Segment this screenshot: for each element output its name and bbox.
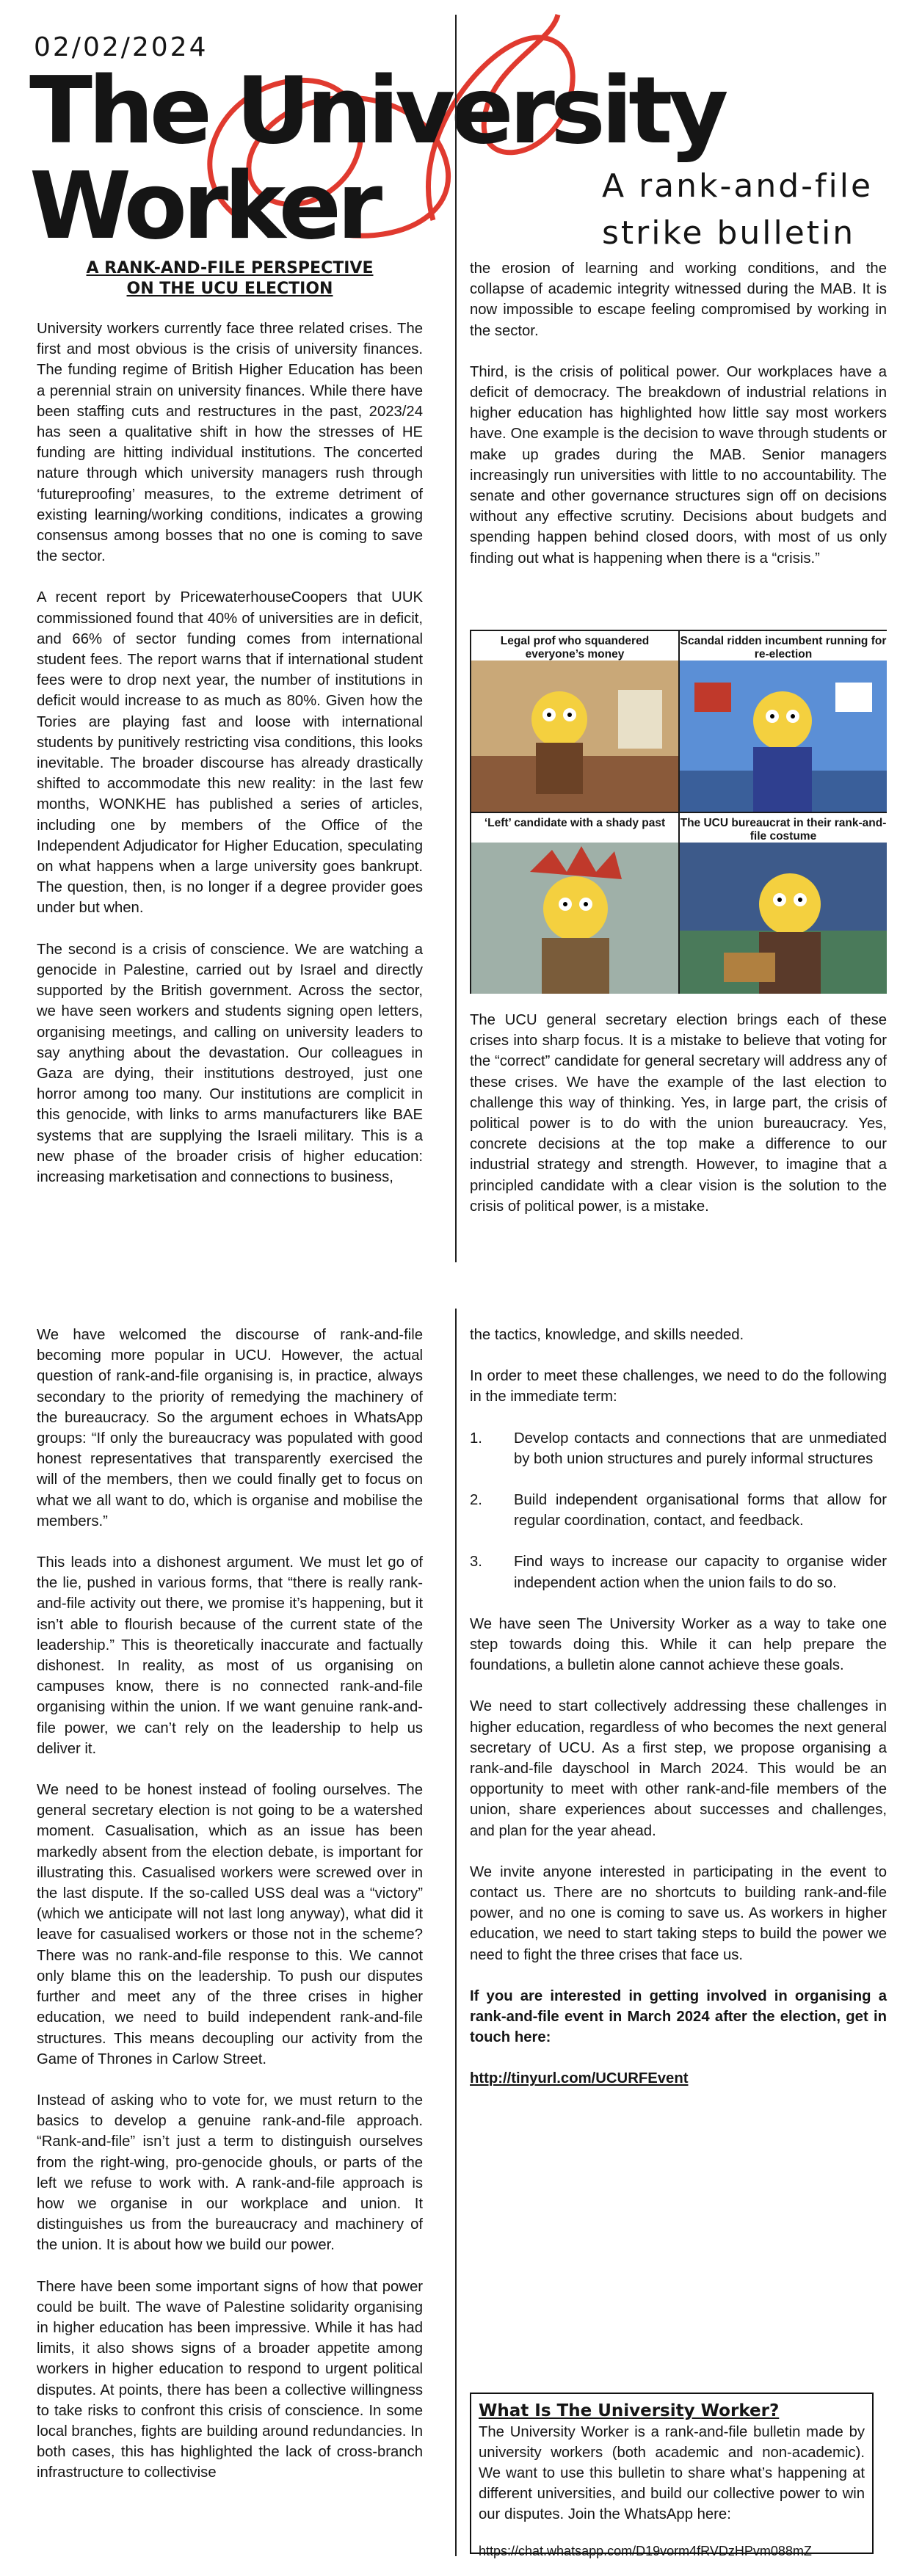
paragraph-invite: We invite anyone interested in participating in the event to contact us. There are no shortcuts to building rank-and-file power, and no one is coming to save us. As workers in higher education, we need to start taking steps to build the power we need to fight the three crises that face us. <box>470 1863 887 1963</box>
paragraph-erosion: the erosion of learning and working conditions, and the collapse of academic integrity witnessed during the MAB. It is now impossible to escape feeling compromised by working in the sector. <box>470 261 887 339</box>
about-box-heading: What Is The University Worker? <box>479 2401 780 2420</box>
right-column-top <box>470 258 887 569</box>
paragraph-dishonest-argument: This leads into a dishonest argument. We must let go of the lie, pushed in various forms, that “there is really rank-and-file activity out there, we promise it’s happening, but it isn’t able to flourish because of the current state of the leadership.” This is theoretically inaccurate and factually dishonest. In reality, as most of us organising on campuses know, there is no connected rank-and-file organising within the union. If we want genuine rank-and-file power, we can’t rely on the leadership to help us deliver it. <box>37 1554 423 1757</box>
paragraph-pwc-report: A recent report by PricewaterhouseCoopers that UUK commissioned found that 40% of universities are in deficit, and 66% of sector funding comes from international student fees. The report warns that if international student fees were to drop next year, the number of institutions in deficit would increase to as much as 80%. Given how the Tories are playing fast and loose with international students by punitively restricting visa conditions, this looks inevitable. The broader discourse has already drastically shifted to accommodate this new reality: in the last few months, WONKHE has published a series of articles, including one by members of the Office of the Independent Adjudicator for Higher Education, speculating on what happens when a large university goes bankrupt. The question, then, is no longer if a degree provider goes under but when. <box>37 589 423 917</box>
paragraph-immediate-term: In order to meet these challenges, we need to do the following in the immediate term: <box>470 1368 887 1405</box>
masthead-title-line-2: Worker <box>29 152 379 260</box>
meme-caption-3: ‘Left’ candidate with a shady past <box>484 817 666 829</box>
right-column-bottom <box>470 1010 887 1217</box>
event-signup-link[interactable]: http://tinyurl.com/UCURFEvent <box>470 2070 689 2087</box>
list-item <box>470 1490 887 1531</box>
paragraph-conscience: The second is a crisis of conscience. We are watching a genocide in Palestine, carried out by Israel and directly supported by the British government. Across the sector, we have seen workers and students signing open letters, organising meetings, and calling on university leaders to say anything about the devastation. Our colleagues in Gaza are dying, their institutions destroyed, just one horror among too many. Our institutions are complicit in this genocide, with links to arms manufacturers like BAE systems that are supplying the Israeli military. This is a new phase of the broader crisis of higher education: increasing marketisation and connections to business, <box>37 941 423 1185</box>
headline-line-2: ON THE UCU ELECTION <box>126 280 333 298</box>
whatsapp-link[interactable]: https://chat.whatsapp.com/D19vorm4fRVDzHPvm088mZ <box>479 2544 812 2558</box>
column-divider-page-two <box>455 1309 457 2556</box>
meme-panel-4 <box>680 813 887 994</box>
right-column-page-two <box>470 1325 887 2089</box>
simpsons-meme-grid <box>470 630 887 994</box>
meme-image-3 <box>471 843 678 994</box>
paragraph-dayschool: We need to start collectively addressing these challenges in higher education, regardless of who becomes the next general secretary of UCU. As a first step, we propose organising a rank-and-file dayschool in March 2024. This would be an opportunity to meet with other rank-and-file members of the union, share experiences about successes and challenges, and plan for the year ahead. <box>470 1698 887 1839</box>
list-number: 3. <box>470 1554 482 1571</box>
subtitle-line-2: strike bulletin <box>602 214 856 252</box>
issue-date: 02/02/2024 <box>34 32 208 62</box>
paragraph-ucu-election: The UCU general secretary election brings each of these crises into sharp focus. It is a mistake to believe that voting for the “correct” candidate for general secretary will address any of these crises. We have the example of the last election to challenge this way of thinking. Yes, in large part, the crisis of political power is to do with the union bureaucracy. Yes, concrete decisions at the top make a difference to our industrial strategy and strength. However, to imagine that a principled candidate with a clear vision is the solution to the crisis of political power, is a mistake. <box>470 1012 887 1215</box>
paragraph-tactics: the tactics, knowledge, and skills needed. <box>470 1327 744 1343</box>
meme-panel-1 <box>471 631 678 812</box>
paragraph-basics: Instead of asking who to vote for, we must return to the basics to develop a genuine rank-and-file approach. “Rank-and-file” isn’t just a term to distinguish ourselves from the right-wing, pro-genocide ghouls, or parts of the left we refuse to work with. A rank-and-file approach is how we organise in our workplace and union. It distinguishes us from the bureaucracy and machinery of the union. It is about how we build our power. <box>37 2092 423 2254</box>
about-box-text: The University Worker is a rank-and-file bulletin made by university workers (both academic and non-academic). We want to use this bulletin to share what’s happening at different universities, and build our collective power to win our disputes. Join the WhatsApp here: <box>479 2424 865 2522</box>
meme-caption-2: Scandal ridden incumbent running for re-election <box>680 635 887 661</box>
about-bulletin-box <box>470 2393 874 2558</box>
meme-image-1 <box>471 661 678 812</box>
meme-image-4 <box>680 843 887 994</box>
masthead-title-line-1: The University <box>29 57 725 164</box>
page-two <box>0 1288 911 2576</box>
headline-line-1: A RANK-AND-FILE PERSPECTIVE <box>86 259 374 277</box>
list-number: 1. <box>470 1430 482 1447</box>
meme-caption-1: Legal prof who squandered everyone’s money <box>500 635 650 661</box>
masthead-subtitle <box>602 163 896 257</box>
list-text: Develop contacts and connections that are unmediated by both union structures and purely informal structures <box>514 1430 887 1467</box>
meme-panel-3 <box>471 813 678 994</box>
left-column <box>37 258 423 1187</box>
left-column-page-two <box>37 1325 423 2484</box>
meme-caption-4: The UCU bureaucrat in their rank-and-file costume <box>680 817 887 843</box>
meme-panel-2 <box>680 631 887 812</box>
column-divider <box>455 15 457 1262</box>
paragraph-political-power: Third, is the crisis of political power. Our workplaces have a deficit of democracy. The breakdown of industrial relations in higher education has highlighted how little say most workers have. One example is the decision to wave through students or make up grades during the MAB. Senior managers increasingly run universities with little to no accountability. The senate and other governance structures sign off on decisions without any effective scrutiny. Decisions about budgets and spending happen behind closed doors, with most of us only finding out what is happening when there is a “crisis.” <box>470 363 887 567</box>
article-headline <box>37 258 423 299</box>
list-number: 2. <box>470 1492 482 1509</box>
action-list <box>470 1428 887 1593</box>
list-item <box>470 1428 887 1469</box>
list-item <box>470 1551 887 1593</box>
event-call-to-action: If you are interested in getting involved in organising a rank-and-file event in March 2024 after the election, get in touch here: <box>470 1987 887 2046</box>
paragraph-rank-and-file-discourse: We have welcomed the discourse of rank-and-file becoming more popular in UCU. However, the actual question of rank-and-file organising is, in practice, always secondary to the priority of remedying the machinery of the bureaucracy. So the argument echoes in WhatsApp groups: “If only the bureaucracy was populated with good honest representatives that transparently exercised the will of the members, then we could finally get to focus on what we all want to do, which is organise and mobilise the members.” <box>37 1327 423 1529</box>
meme-image-2 <box>680 661 887 812</box>
paragraph-finances: University workers currently face three related crises. The first and most obvious is the crisis of university finances. The funding regime of British Higher Education has been a perennial strain on university finances. While there have been staffing cuts and restructures in the past, 2023/24 has seen a qualitative shift in how the stresses of HE funding are hitting individual institutions. The concerted nature through which university managers rush through ‘futureproofing’ measures, to the extreme detriment of existing learning/working conditions, indicates a growing consensus among bosses that no one is coming to save the sector. <box>37 321 423 565</box>
list-text: Build independent organisational forms that allow for regular coordination, contact, and feedback. <box>514 1492 887 1529</box>
paragraph-be-honest: We need to be honest instead of fooling ourselves. The general secretary election is not going to be a watershed moment. Casualisation, which as an issue has been markedly absent from the election debate, is important for illustrating this. Casualised workers were screwed over in the last dispute. If the so-called USS deal was a “victory” (which we anticipate will not last long anyway), what did it leave for casualised workers or those not in the scheme? There was no rank-and-file response to this. We cannot only blame this on the leadership. To push our disputes further and meet any of the three crises in higher education, we need to build independent rank-and-file structures. This means decoupling our activity from the Game of Thrones in Carlow Street. <box>37 1782 423 2067</box>
subtitle-line-1: A rank-and-file <box>602 167 874 205</box>
paragraph-signs-of-power: There have been some important signs of how that power could be built. The wave of Palestine solidarity organising in higher education has been impressive. While it has had limits, it also shows signs of a broader appetite among workers in higher education to respond to urgent political disputes. At points, there has been a collective willingness to take risks to confront this crisis of conscience. In some local branches, fights are building around redundancies. In both cases, this has highlighted the lack of cross-branch infrastructure to collectivise <box>37 2278 423 2481</box>
list-text: Find ways to increase our capacity to organise wider independent action when the union fails to do so. <box>514 1554 887 1591</box>
paragraph-bulletin-step: We have seen The University Worker as a way to take one step towards doing this. While it can help prepare the foundations, a bulletin alone cannot achieve these goals. <box>470 1615 887 1674</box>
